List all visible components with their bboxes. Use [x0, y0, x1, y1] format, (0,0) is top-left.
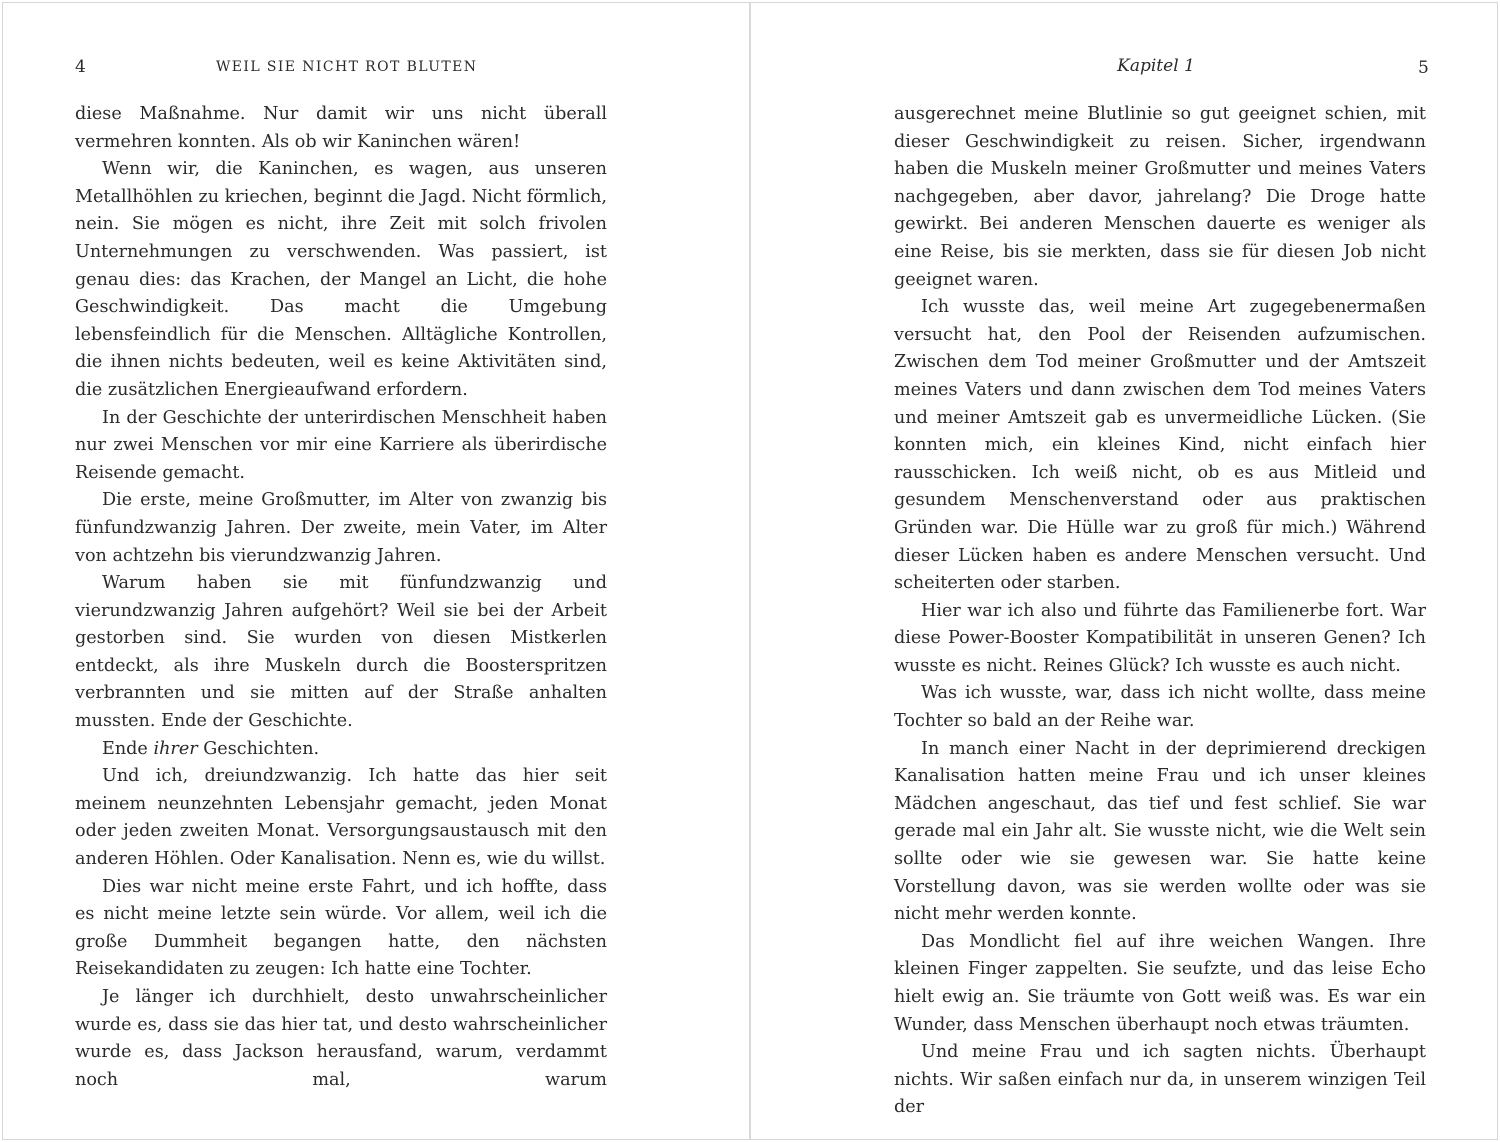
paragraph — [75, 736, 607, 764]
paragraph: Hier war ich also und führte das Familienerbe fort. War diese Power-Booster Kompatibilität in unseren Genen? Ich wusste es nicht. Reines Glück? Ich wusste es auch nicht. — [894, 600, 1426, 676]
page-number: 4 — [75, 57, 86, 77]
paragraph: Je länger ich durchhielt, desto unwahrscheinlicher wurde es, dass sie das hier tat, und desto wahrscheinlicher wurde es, dass Jackson herausfand, warum, verdammt noch mal, warum — [75, 987, 607, 1090]
running-head: Kapitel 1 — [1117, 56, 1195, 76]
paragraph: Dies war nicht meine erste Fahrt, und ich hoffte, dass es nicht meine letzte sein würde. Vor allem, weil ich die große Dummheit begangen hatte, den nächsten Reisekandidaten zu zeugen: Ich hatte eine Tochter. — [75, 876, 607, 980]
paragraph: ausgerechnet meine Blutlinie so gut geeignet schien, mit dieser Geschwindigkeit zu reisen. Sicher, irgendwann haben die Muskeln meiner Großmutter und meines Vaters nachgegeben, aber davor, jahrelang? Die Droge hatte gewirkt. Bei anderen Menschen dauerte es weniger als eine Reise, bis sie merkten, dass sie für diesen Job nicht geeignet waren. — [894, 104, 1426, 290]
paragraph: Ich wusste das, weil meine Art zugegebenermaßen versucht hat, den Pool der Reisenden aufzumischen. Zwischen dem Tod meiner Großmutter und der Amtszeit meines Vaters und dann zwischen dem Tod meines Vaters und meiner Amtszeit gab es unvermeidliche Lücken. (Sie konnten mich, ein kleines Kind, nicht einfach hier rausschicken. Ich weiß nicht, ob es aus Mitleid und gesundem Menschenverstand oder aus praktischen Gründen war. Die Hülle war zu groß für mich.) Während dieser Lücken haben es andere Menschen versucht. Und scheiterten oder starben. — [894, 297, 1426, 594]
paragraph: Die erste, meine Großmutter, im Alter von zwanzig bis fünfundzwanzig Jahren. Der zweite, mein Vater, im Alter von achtzehn bis vierundzwanzig Jahren. — [75, 490, 607, 566]
paragraph-text: Geschichten. — [197, 738, 320, 759]
left-page — [0, 0, 749, 1142]
emphasis: ihrer — [153, 738, 198, 759]
running-head: WEIL SIE NICHT ROT BLUTEN — [216, 59, 478, 75]
paragraph: Und ich, dreiundzwanzig. Ich hatte das hier seit meinem neunzehnten Lebensjahr gemacht, jeden Monat oder jeden zweiten Monat. Versorgungsaustausch mit den anderen Höhlen. Oder Kanalisation. Nenn es, wie du willst. — [75, 766, 607, 870]
page-number: 5 — [1418, 58, 1429, 78]
paragraph: In der Geschichte der unterirdischen Menschheit haben nur zwei Menschen vor mir eine Karriere als überirdische Reisende gemacht. — [75, 407, 607, 483]
right-page — [751, 0, 1500, 1142]
body-text — [894, 101, 1426, 1122]
paragraph: Und meine Frau und ich sagten nichts. Überhaupt nichts. Wir saßen einfach nur da, in unserem winzigen Teil der — [894, 1042, 1426, 1118]
paragraph: diese Maßnahme. Nur damit wir uns nicht überall vermehren konnten. Als ob wir Kaninchen wären! — [75, 104, 607, 152]
paragraph: Warum haben sie mit fünfundzwanzig und vierundzwanzig Jahren aufgehört? Weil sie bei der Arbeit gestorben sind. Sie wurden von diesen Mistkerlen entdeckt, als ihre Muskeln durch die Boosterspritzen verbrannten und sie mitten auf der Straße anhalten mussten. Ende der Geschichte. — [75, 573, 607, 732]
paragraph: In manch einer Nacht in der deprimierend dreckigen Kanalisation hatten meine Frau und ich unser kleines Mädchen angeschaut, das tief und fest schlief. Sie war gerade mal ein Jahr alt. Sie wusste nicht, wie die Welt sein sollte oder wie sie gewesen war. Sie hatte keine Vorstellung davon, was sie werden wollte oder was sie nicht mehr werden konnte. — [894, 738, 1426, 925]
paragraph: Wenn wir, die Kaninchen, es wagen, aus unseren Metallhöhlen zu kriechen, beginnt die Jagd. Nicht förmlich, nein. Sie mögen es nicht, ihre Zeit mit solch frivolen Unternehmungen zu verschwenden. Was passiert, ist genau dies: das Krachen, der Mangel an Licht, die hohe Geschwindigkeit. Das macht die Umgebung lebensfeindlich für die Menschen. Alltägliche Kontrollen, die ihnen nichts bedeuten, weil es keine Aktivitäten sind, die zusätzlichen Energieaufwand erfordern. — [75, 159, 608, 400]
body-text — [75, 101, 607, 1094]
paragraph: Was ich wusste, war, dass ich nicht wollte, dass meine Tochter so bald an der Reihe war. — [894, 683, 1426, 732]
paragraph: Das Mondlicht fiel auf ihre weichen Wangen. Ihre kleinen Finger zappelten. Sie seufzte, und das leise Echo hielt ewig an. Sie träumte von Gott weiß was. Es war ein Wunder, dass Menschen überhaupt noch etwas träumten. — [894, 931, 1426, 1035]
paragraph-text: Ende — [102, 738, 154, 759]
